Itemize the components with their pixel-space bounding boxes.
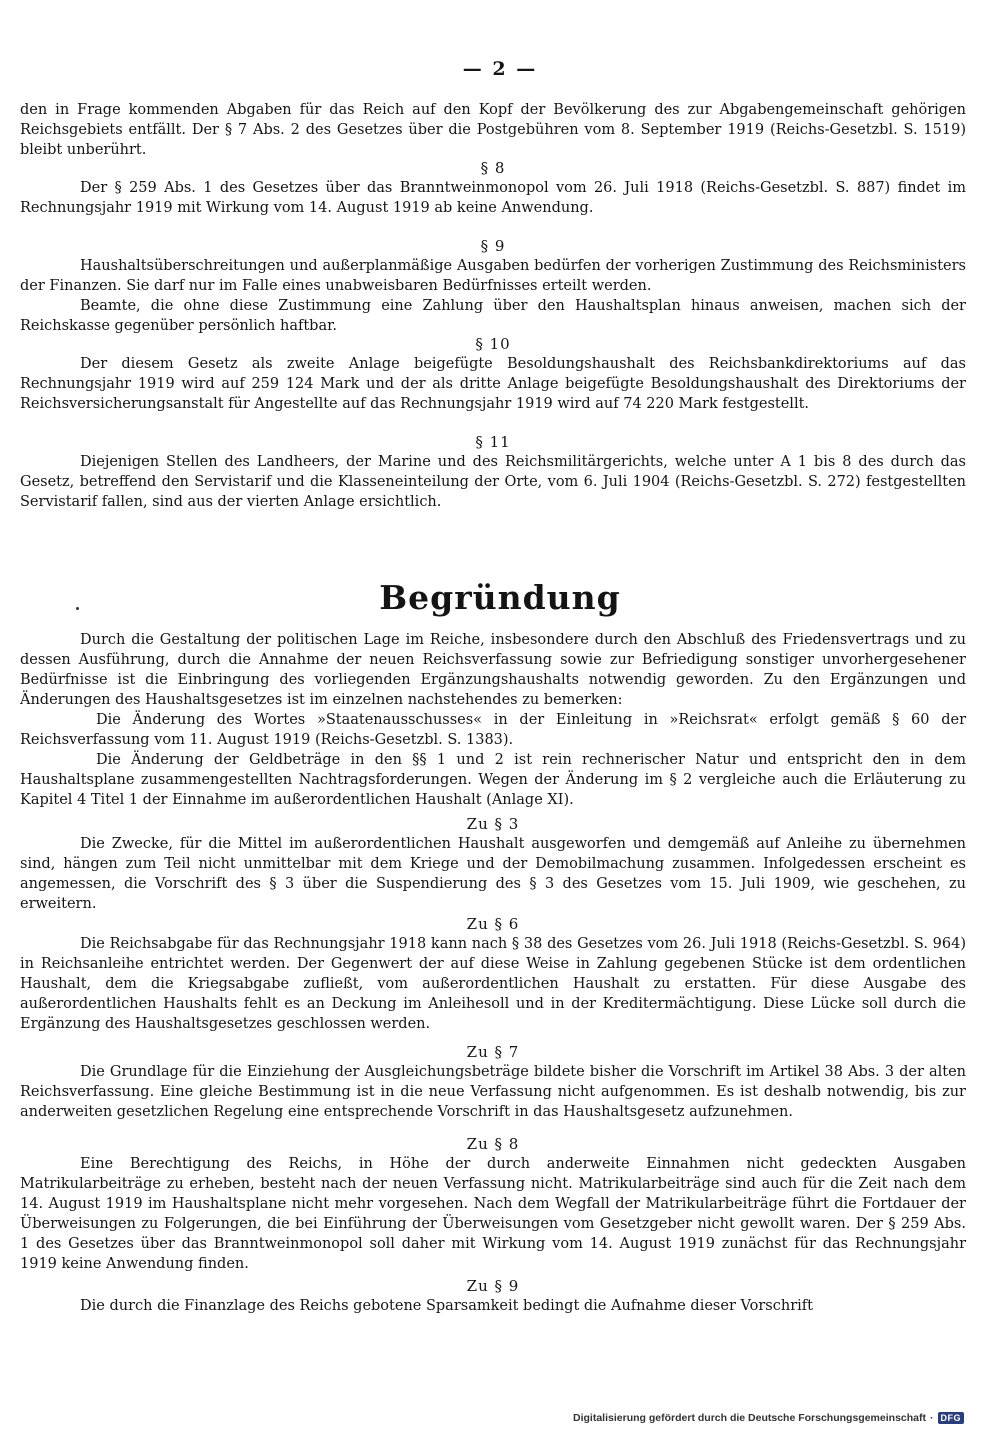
begruendung-item-1: Die Änderung des Wortes »Staatenausschusses« in der Einleitung in »Reichsrat« erfolgt gemäß § 60 der Reichsverfassung vom 11. August 1919 (Reichs-Gesetzbl. S. 1383). xyxy=(20,712,966,748)
digitization-footer xyxy=(573,1412,964,1424)
zu-section-6-heading: Zu § 6 xyxy=(466,915,520,933)
zu-section-7-text: Die Grundlage für die Einziehung der Ausgleichungsbeträge bildete bisher die Vorschrift im Artikel 38 Abs. 3 der alten Reichsverfassung. Eine gleiche Bestimmung ist in die neue Verfassung nicht aufgenommen. Es ist deshalb notwendig, bis zur anderweiten gesetzlichen Regelung eine entsprechende Vorschrift in das Haushaltsgesetz aufzunehmen. xyxy=(20,1064,966,1120)
law-text-block xyxy=(20,100,966,512)
zu-section-6-text: Die Reichsabgabe für das Rechnungsjahr 1918 kann nach § 38 des Gesetzes vom 26. Juli 1918 (Reichs-Gesetzbl. S. 964) in Reichsanleihe entrichtet werden. Der Gegenwert der auf diese Weise in Zahlung gegebenen Stücke ist dem ordentlichen Haushalt, dem die Kriegsabgabe zufließt, vom außerordentlichen Haushalt zu erstatten. Für diese Ausgabe des außerordentlichen Haushalts fehlt es an Deckung im Anleihesoll und in der Kreditermächtigung. Diese Lücke soll durch die Ergänzung des Haushaltsgesetzes geschlossen werden. xyxy=(20,936,966,1032)
zu-section-3-text: Die Zwecke, für die Mittel im außerordentlichen Haushalt ausgeworfen und demgemäß auf Anleihe zu übernehmen sind, hängen zum Teil nicht unmittelbar mit dem Kriege und der Demobilmachung zusammen. Infolgedessen erscheint es angemessen, die Vorschrift des § 3 über die Suspendierung des § 3 des Gesetzes vom 15. Juli 1909, wie geschehen, zu erweitern. xyxy=(20,836,966,912)
paragraph-continuation: den in Frage kommenden Abgaben für das Reich auf den Kopf der Bevölkerung des zur Abgabengemeinschaft gehörigen Reichsgebiets entfällt. Der § 7 Abs. 2 des Gesetzes über die Postgebühren vom 8. September 1919 (Reichs-Gesetzbl. S. 1519) bleibt unberührt. xyxy=(20,102,966,158)
section-heading-10: § 10 xyxy=(475,335,511,353)
section-heading-11: § 11 xyxy=(475,433,511,451)
dfg-logo-icon: DFG xyxy=(938,1412,965,1424)
footer-text: Digitalisierung gefördert durch die Deutsche Forschungsgemeinschaft xyxy=(573,1412,926,1424)
begruendung-block xyxy=(20,630,966,1316)
zu-section-3-heading: Zu § 3 xyxy=(466,815,520,833)
section-11-text: Diejenigen Stellen des Landheers, der Marine und des Reichsmilitärgerichts, welche unter A 1 bis 8 des durch das Gesetz, betreffend den Servistarif und die Klasseneinteilung der Orte, vom 6. Juli 1904 (Reichs-Gesetzbl. S. 272) festgestellten Servistarif fallen, sind aus der vierten Anlage ersichtlich. xyxy=(20,454,966,510)
section-heading-9: § 9 xyxy=(480,237,506,255)
zu-section-9-heading: Zu § 9 xyxy=(466,1277,520,1295)
begruendung-intro: Durch die Gestaltung der politischen Lage im Reiche, insbesondere durch den Abschluß des Friedensvertrags und zu dessen Ausführung, durch die Annahme der neuen Reichsverfassung sowie zur Befriedigung sonstiger unvorhergesehener Bedürfnisse ist die Einbringung des vorliegenden Ergänzungshaushalts notwendig geworden. Zu den Ergänzungen und Änderungen des Haushaltsgesetzes ist im einzelnen nachstehendes zu bemerken: xyxy=(20,632,966,708)
section-9-text-1: Haushaltsüberschreitungen und außerplanmäßige Ausgaben bedürfen der vorherigen Zustimmung des Reichsministers der Finanzen. Sie darf nur im Falle eines unabweisbaren Bedürfnisses erteilt werden. xyxy=(20,258,966,294)
begruendung-item-2: Die Änderung der Geldbeträge in den §§ 1 und 2 ist rein rechnerischer Natur und entspricht den in dem Haushaltsplane zusammengestellten Nachtragsforderungen. Wegen der Änderung im § 2 vergleiche auch die Erläuterung zu Kapitel 4 Titel 1 der Einnahme im außerordentlichen Haushalt (Anlage XI). xyxy=(20,752,966,808)
footer-separator: · xyxy=(930,1412,934,1424)
section-heading-8: § 8 xyxy=(480,159,506,177)
zu-section-8-heading: Zu § 8 xyxy=(466,1135,520,1153)
zu-section-9-text: Die durch die Finanzlage des Reichs gebotene Sparsamkeit bedingt die Aufnahme dieser Vorschrift xyxy=(80,1298,813,1314)
zu-section-7-heading: Zu § 7 xyxy=(466,1043,520,1061)
section-9-text-2: Beamte, die ohne diese Zustimmung eine Zahlung über den Haushaltsplan hinaus anweisen, machen sich der Reichskasse gegenüber persönlich haftbar. xyxy=(20,298,966,334)
zu-section-8-text: Eine Berechtigung des Reichs, in Höhe der durch anderweite Einnahmen nicht gedeckten Ausgaben Matrikularbeiträge zu erheben, besteht nach der neuen Verfassung nicht. Matrikularbeiträge sind auch für die Zeit nach dem 14. August 1919 im Haushaltsplane nicht mehr vorgesehen. Nach dem Wegfall der Matrikularbeiträge führt die Fortdauer der Überweisungen zu Folgerungen, die bei Einführung der Überweisungen vom Gesetzgeber nicht gewollt waren. Der § 259 Abs. 1 des Gesetzes über das Branntweinmonopol soll daher mit Wirkung vom 14. August 1919 zunächst für das Rechnungsjahr 1919 keine Anwendung finden. xyxy=(20,1156,966,1272)
page-number: — 2 — xyxy=(462,58,538,80)
section-10-text: Der diesem Gesetz als zweite Anlage beigefügte Besoldungshaushalt des Reichsbankdirektoriums auf das Rechnungsjahr 1919 wird auf 259 124 Mark und der als dritte Anlage beigefügte Besoldungshaushalt des Direktoriums der Reichsversicherungsanstalt für Angestellte auf das Rechnungsjahr 1919 wird auf 74 220 Mark festgestellt. xyxy=(20,356,966,412)
section-8-text: Der § 259 Abs. 1 des Gesetzes über das Branntweinmonopol vom 26. Juli 1918 (Reichs-Gesetzbl. S. 887) findet im Rechnungsjahr 1919 mit Wirkung vom 14. August 1919 ab keine Anwendung. xyxy=(20,180,966,216)
begruendung-heading: Begründung xyxy=(379,578,621,617)
